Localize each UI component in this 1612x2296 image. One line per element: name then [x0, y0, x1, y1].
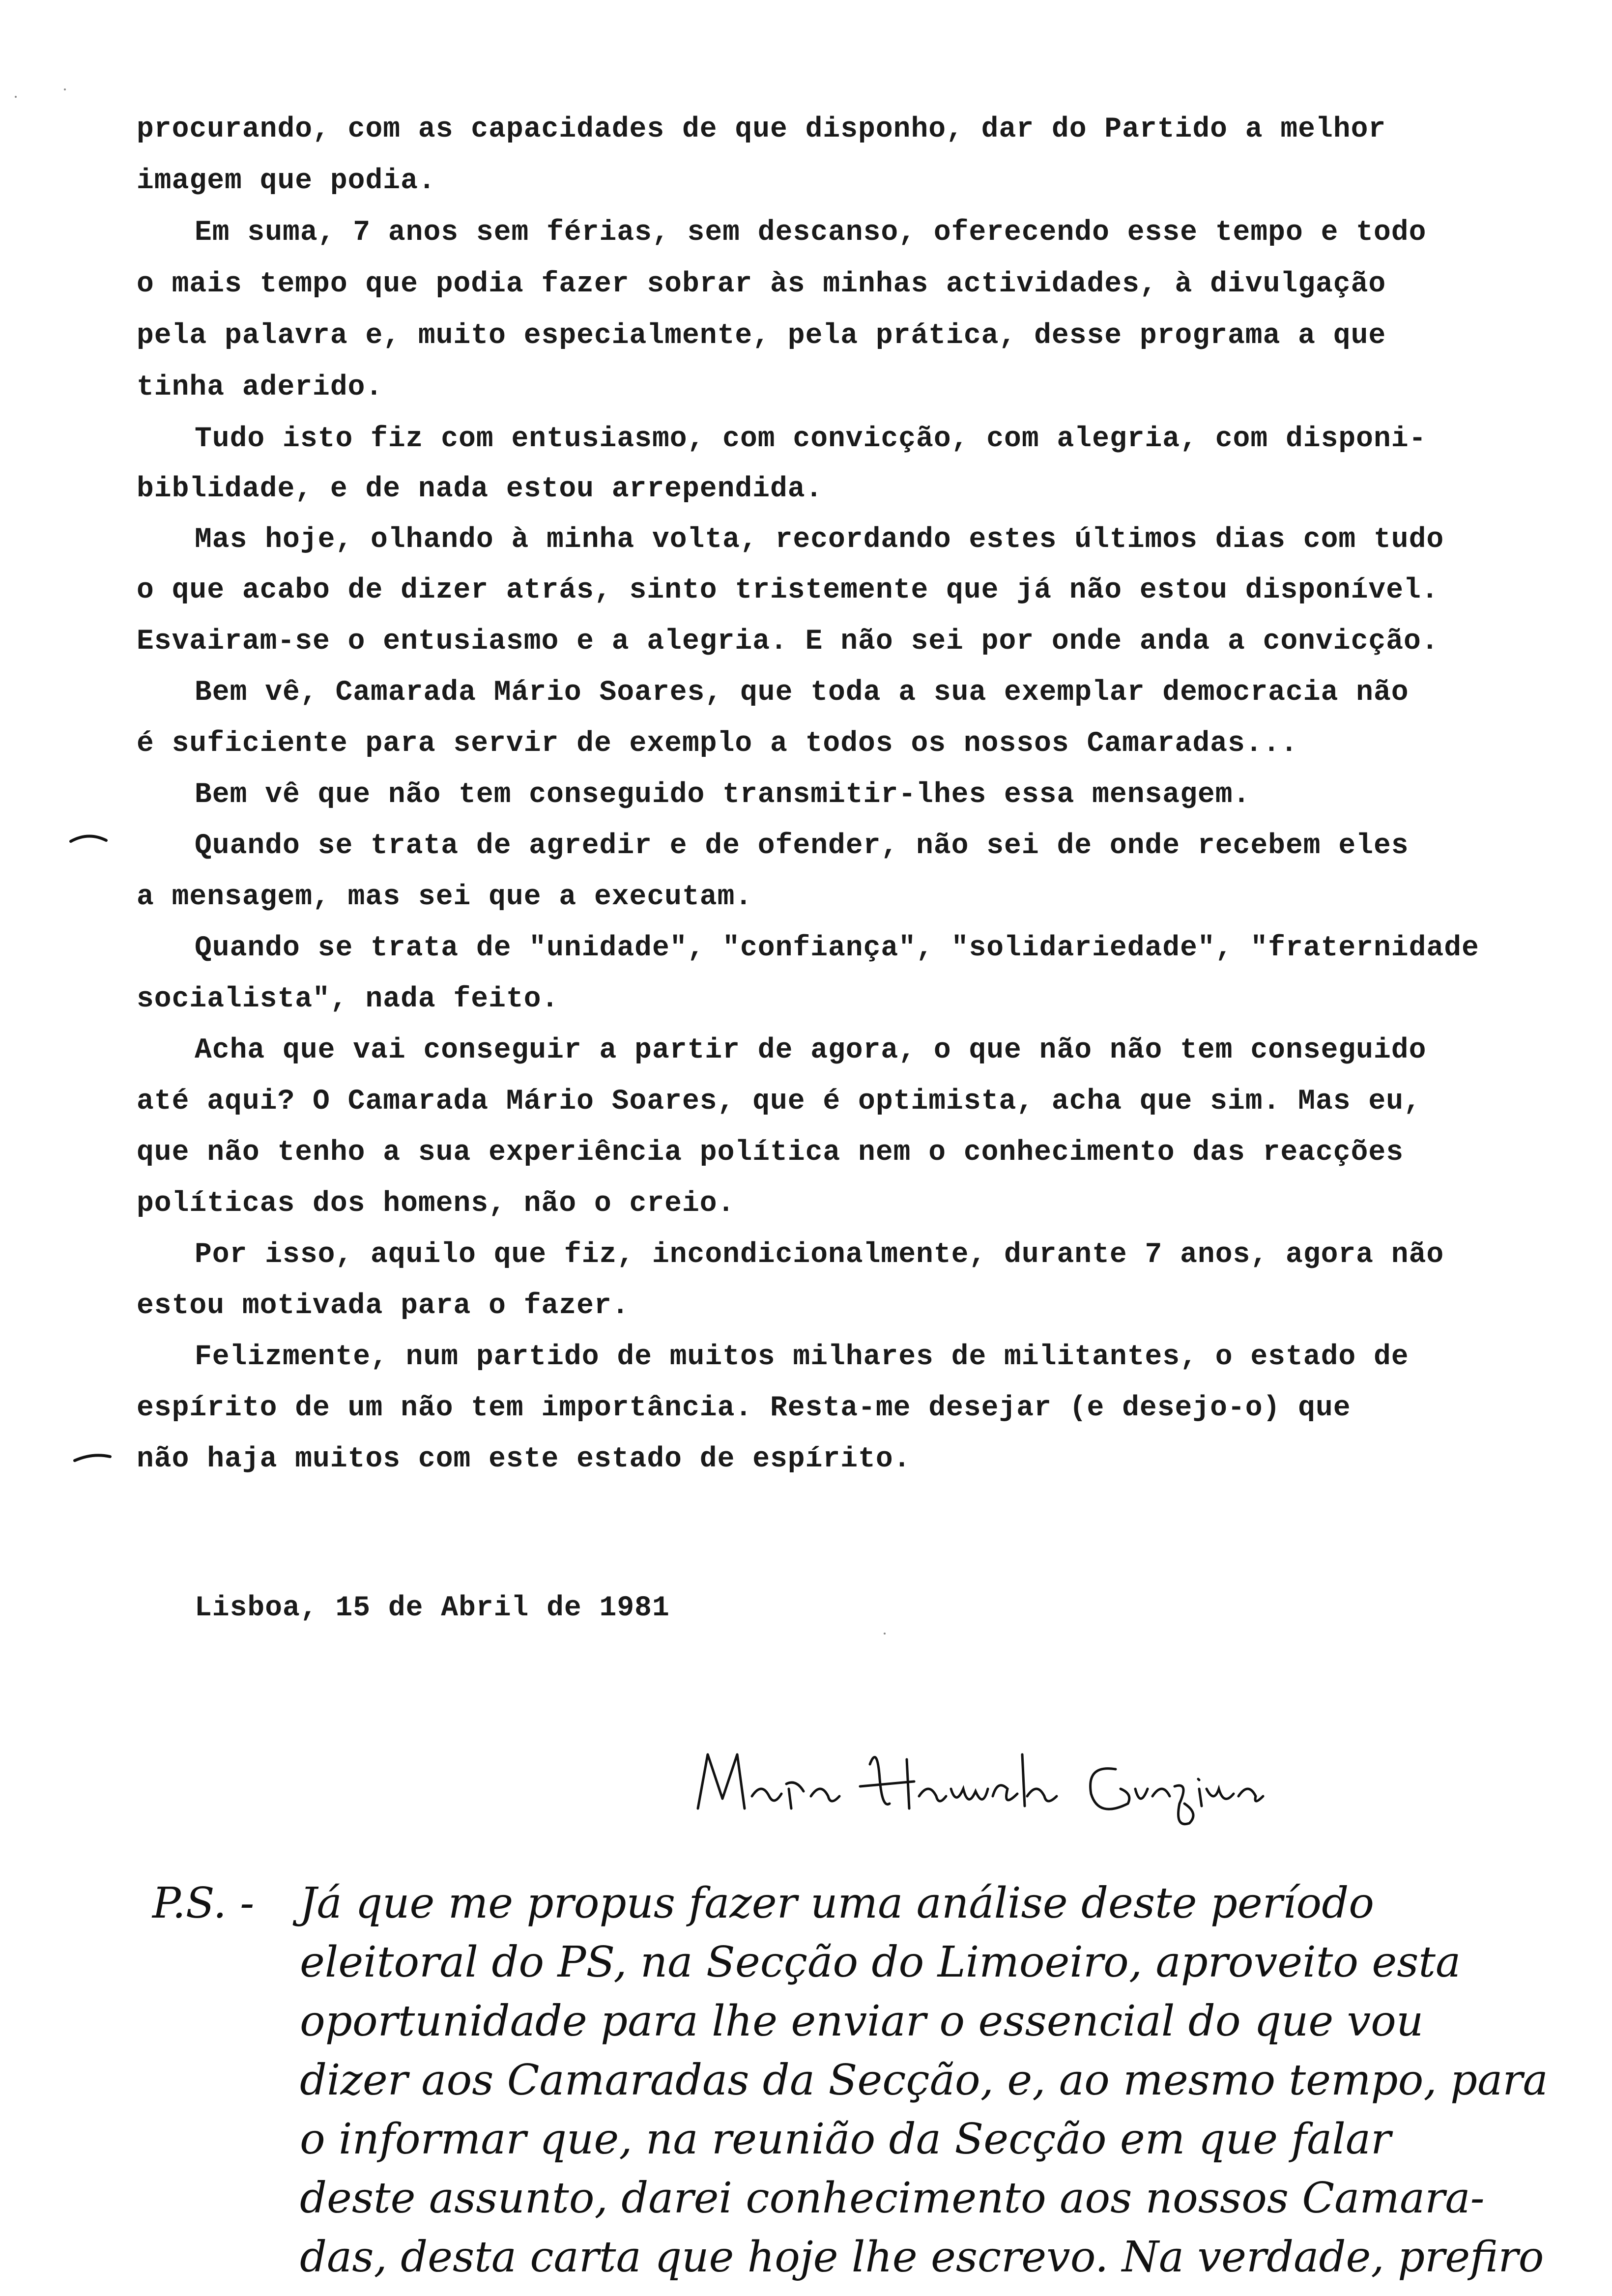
- postscript-line: dizer aos Camaradas da Secção, e, ao mesmo tempo, para: [300, 2056, 1548, 2105]
- postscript-line: eleitoral do PS, na Secção do Limoeiro, aproveito esta: [300, 1938, 1461, 1987]
- body-line: estou motivada para o fazer.: [137, 1290, 630, 1322]
- body-line: o que acabo de dizer atrás, sinto tristemente que já não estou disponível.: [137, 574, 1439, 606]
- body-line: é suficiente para servir de exemplo a todos os nossos Camaradas...: [137, 728, 1298, 760]
- body-line: Mas hoje, olhando à minha volta, recordando estes últimos dias com tudo: [195, 524, 1444, 556]
- margin-dash-mark: [73, 1450, 112, 1464]
- date-line: Lisboa, 15 de Abril de 1981: [195, 1592, 670, 1624]
- postscript-line: Já que me propus fazer uma análise deste período: [300, 1879, 1375, 1928]
- body-line: Em suma, 7 anos sem férias, sem descanso, oferecendo esse tempo e todo: [195, 217, 1427, 249]
- body-line: políticas dos homens, não o creio.: [137, 1188, 735, 1220]
- body-line: Acha que vai conseguir a partir de agora, o que não não tem conseguido: [195, 1034, 1427, 1066]
- postscript-line: o informar que, na reunião da Secção em que falar: [300, 2115, 1391, 2164]
- postscript-line: das, desta carta que hoje lhe escrevo. Na verdade, prefiro: [300, 2233, 1544, 2282]
- body-line: Quando se trata de "unidade", "confiança", "solidariedade", "fraternidade: [195, 932, 1479, 964]
- postscript-label: P.S. -: [152, 1879, 255, 1928]
- body-line: Por isso, aquilo que fiz, incondicionalmente, durante 7 anos, agora não: [195, 1239, 1444, 1271]
- body-line: Felizmente, num partido de muitos milhares de militantes, o estado de: [195, 1341, 1409, 1373]
- body-line: até aqui? O Camarada Mário Soares, que é optimista, acha que sim. Mas eu,: [137, 1086, 1421, 1118]
- margin-dash-mark: [69, 831, 108, 845]
- body-line: pela palavra e, muito especialmente, pela prática, desse programa a que: [137, 320, 1386, 352]
- body-line: procurando, com as capacidades de que disponho, dar do Partido a melhor: [137, 114, 1386, 145]
- body-line: Bem vê que não tem conseguido transmitir-lhes essa mensagem.: [195, 779, 1251, 811]
- body-line: socialista", nada feito.: [137, 983, 559, 1015]
- handwritten-signature: [683, 1735, 1273, 1833]
- body-line: que não tenho a sua experiência política nem o conhecimento das reacções: [137, 1137, 1404, 1169]
- body-line: Bem vê, Camarada Mário Soares, que toda a sua exemplar democracia não: [195, 677, 1409, 709]
- body-line: biblidade, e de nada estou arrependida.: [137, 473, 823, 505]
- scan-speck: [64, 88, 66, 90]
- postscript-line: deste assunto, darei conhecimento aos nossos Camara-: [300, 2174, 1485, 2223]
- body-line: Quando se trata de agredir e de ofender, não sei de onde recebem eles: [195, 830, 1409, 862]
- scan-speck: [15, 96, 17, 98]
- body-line: imagem que podia.: [137, 165, 436, 197]
- body-line: a mensagem, mas sei que a executam.: [137, 881, 753, 913]
- body-line: não haja muitos com este estado de espírito.: [137, 1443, 911, 1475]
- body-line: espírito de um não tem importância. Resta-me desejar (e desejo-o) que: [137, 1392, 1351, 1424]
- body-line: Tudo isto fiz com entusiasmo, com convicção, com alegria, com disponi-: [195, 423, 1427, 455]
- body-line: o mais tempo que podia fazer sobrar às minhas actividades, à divulgação: [137, 268, 1386, 300]
- body-line: tinha aderido.: [137, 372, 383, 403]
- scan-speck: [884, 1633, 886, 1635]
- postscript-line: oportunidade para lhe enviar o essencial do que vou: [300, 1997, 1424, 2046]
- body-line: Esvairam-se o entusiasmo e a alegria. E não sei por onde anda a convicção.: [137, 626, 1439, 658]
